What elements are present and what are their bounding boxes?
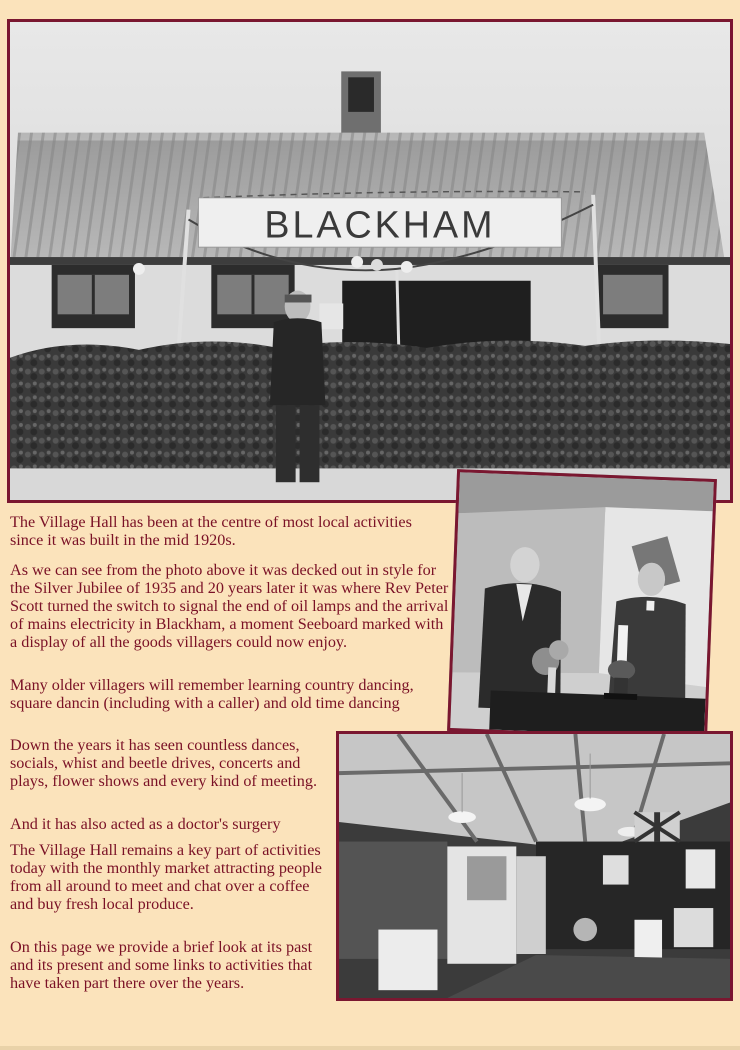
hall-interior-photo <box>336 731 733 1001</box>
switch-on-photo <box>447 469 717 741</box>
blackham-banner: BLACKHAM <box>264 203 496 246</box>
switch-on-photo-image <box>450 472 714 738</box>
hall-interior-photo-image <box>339 734 730 998</box>
market-paragraph: The Village Hall remains a key part of activities today with the monthly market attracting people from all around to meet and chat over a coffee and buy fresh local produce. <box>10 841 322 913</box>
village-hall-photo <box>7 19 733 503</box>
jubilee-paragraph: As we can see from the photo above it was decked out in style for the Silver Jubilee of 1935 and 20 years later it was where Rev Peter Scott turned the switch to signal the end of oil lamps and the arrival of mains electricity in Blackham, a moment Seeboard marked with a display of all the goods villagers could now enjoy. <box>10 561 449 651</box>
closing-paragraph: On this page we provide a brief look at its past and its present and some links to activities that have taken part there over the years. <box>10 938 313 992</box>
surgery-paragraph: And it has also acted as a doctor's surgery <box>10 815 281 833</box>
village-hall-photo-image <box>10 22 730 500</box>
page-bottom-divider <box>0 1046 740 1050</box>
events-paragraph: Down the years it has seen countless dances, socials, whist and beetle drives, concerts and plays, flower shows and every kind of meeting. <box>10 736 318 790</box>
intro-paragraph: The Village Hall has been at the centre of most local activities since it was built in the mid 1920s. <box>10 513 412 549</box>
dancing-paragraph: Many older villagers will remember learning country dancing, square dancin (including with a caller) and old time dancing <box>10 676 414 712</box>
